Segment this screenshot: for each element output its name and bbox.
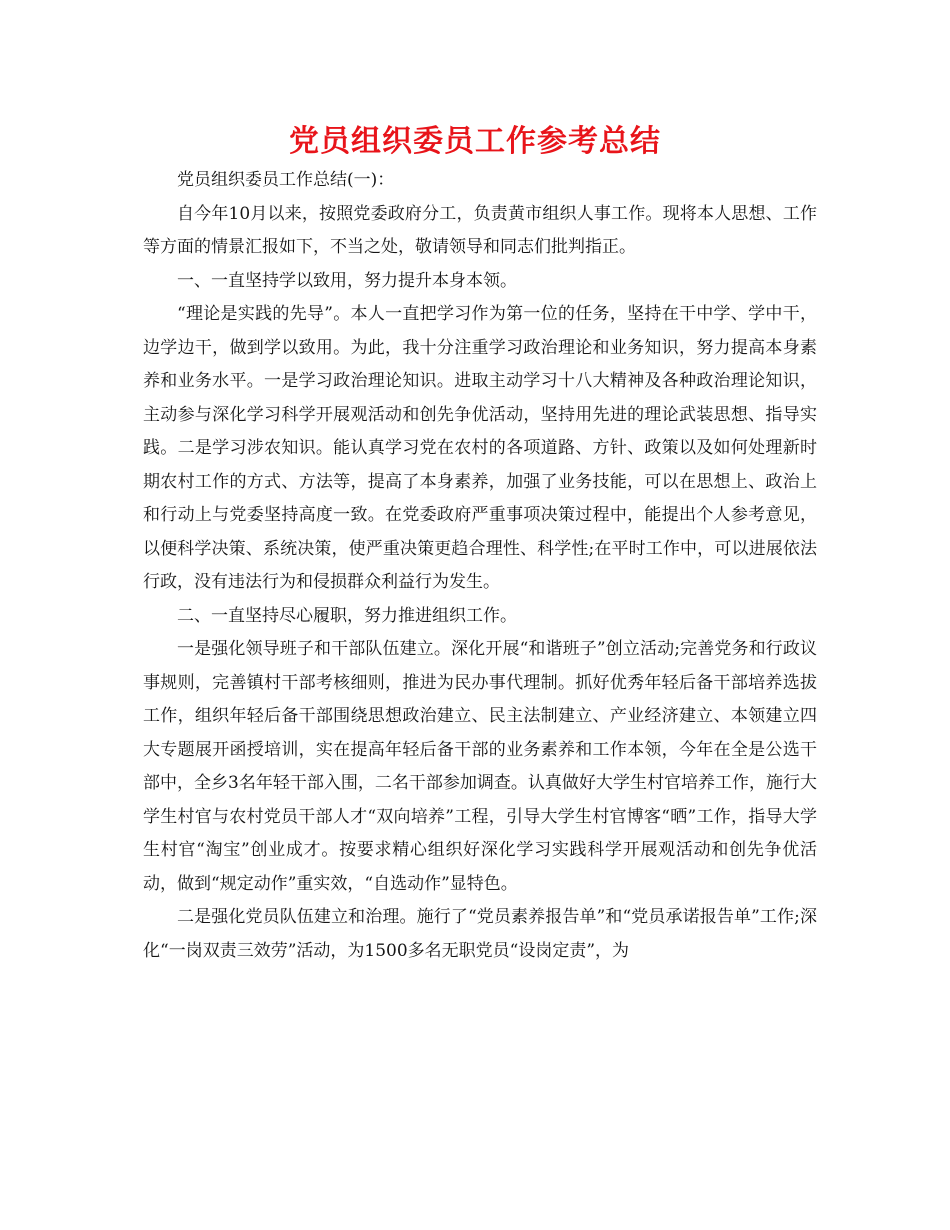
intro-heading: 党员组织委员工作总结(一)： bbox=[177, 170, 395, 190]
paragraph-party-members: 二是强化党员队伍建立和治理。施行了“党员素养报告单”和“党员承诺报告单”工作;深化“一岗双责三效劳”活动，为1500多名无职党员“设岗定责”，为 bbox=[143, 907, 817, 961]
section-heading-2: 二、一直坚持尽心履职，努力推进组织工作。 bbox=[177, 605, 517, 626]
paragraph-study: “理论是实践的先导”。本人一直把学习作为第一位的任务，坚持在干中学、学中干，边学边干，做到学以致用。为此，我十分注重学习政治理论和业务知识，努力提高本身素养和业务水平。一是学习政治理论知识。进取主动学习十八大精神及各种政治理论知识，主动参与深化学习科学开展观活动和创先争优活动，坚持用先进的理论武装思想、指导实践。二是学习涉农知识。能认真学习党在农村的各项道路、方针、政策以及如何处理新时期农村工作的方式、方法等，提高了本身素养，加强了业务技能，可以在思想上、政治上和行动上与党委坚持高度一致。在党委政府严重事项决策过程中，能提出个人参考意见，以便科学决策、系统决策，使严重决策更趋合理性、科学性;在平时工作中，可以进展依法行政，没有违法行为和侵损群众利益行为发生。 bbox=[143, 304, 817, 592]
paragraph-leadership: 一是强化领导班子和干部队伍建立。深化开展“和谐班子”创立活动;完善党务和行政议事规则，完善镇村干部考核细则，推进为民办事代理制。抓好优秀年轻后备干部培养选拔工作，组织年轻后备干部围绕思想政治建立、民主法制建立、产业经济建立、本领建立四大专题展开函授培训，实在提高年轻后备干部的业务素养和工作本领，今年在全是公选干部中，全乡3名年轻干部入围，二名干部参加调查。认真做好大学生村官培养工作，施行大学生村官与农村党员干部人才“双向培养”工程，引导大学生村官博客“晒”工作，指导大学生村官“淘宝”创业成才。按要求精心组织好深化学习实践科学开展观活动和创先争优活动，做到“规定动作”重实效，“自选动作”显特色。 bbox=[143, 639, 817, 894]
paragraph-opening: 自今年10月以来，按照党委政府分工，负责黄市组织人事工作。现将本人思想、工作等方面的情景汇报如下，不当之处，敬请领导和同志们批判指正。 bbox=[143, 203, 817, 257]
section-heading-1: 一、一直坚持学以致用，努力提升本身本领。 bbox=[177, 270, 517, 291]
document-body bbox=[143, 164, 817, 968]
document-title: 党员组织委员工作参考总结 bbox=[289, 124, 661, 159]
